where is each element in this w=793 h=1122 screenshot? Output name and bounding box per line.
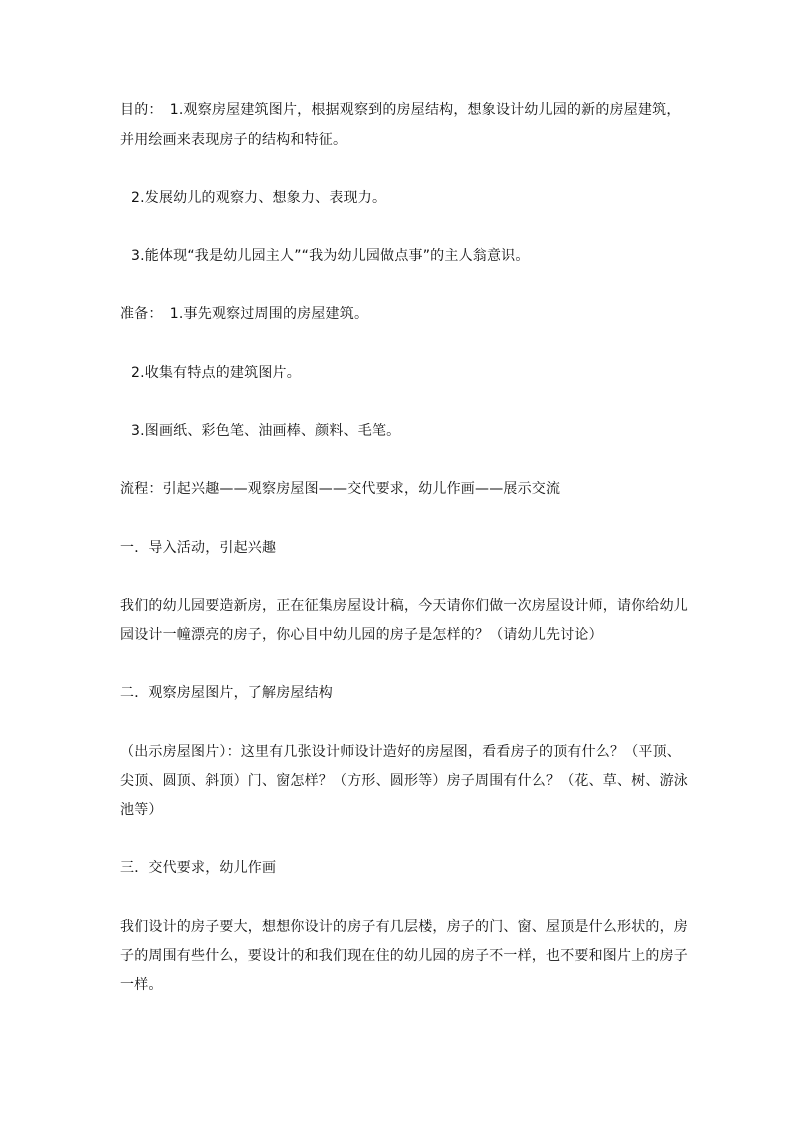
section-3-paragraph-line-2: 子的周围有些什么，要设计的和我们现在住的幼儿园的房子不一样，也不要和图片上的房子 [120, 948, 688, 964]
section-3-paragraph-line-1: 我们设计的房子要大，想想你设计的房子有几层楼，房子的门、窗、屋顶是什么形状的，房 [120, 919, 688, 935]
section-2-paragraph-line-2: 尖顶、圆顶、斜顶）门、窗怎样？（方形、圆形等）房子周围有什么？（花、草、树、游泳 [120, 773, 688, 789]
section-heading-1: 一．导入活动，引起兴趣 [120, 540, 277, 556]
goal-paragraph-line-2: 并用绘画来表现房子的结构和特征。 [120, 132, 348, 148]
section-2-paragraph-line-3: 池等） [120, 802, 163, 818]
goal-item-3: 3.能体现“我是幼儿园主人”“我为幼儿园做点事”的主人翁意识。 [131, 248, 530, 264]
preparation-item-2: 2.收集有特点的建筑图片。 [131, 365, 301, 381]
goal-item-2: 2.发展幼儿的观察力、想象力、表现力。 [131, 190, 387, 206]
preparation-item-3: 3.图画纸、彩色笔、油画棒、颜料、毛笔。 [131, 423, 401, 439]
section-3-paragraph-line-3: 一样。 [120, 977, 163, 993]
section-1-paragraph-line-1: 我们的幼儿园要造新房，正在征集房屋设计稿，今天请你们做一次房屋设计师，请你给幼儿 [120, 598, 688, 614]
process-line: 流程：引起兴趣——观察房屋图——交代要求，幼儿作画——展示交流 [120, 481, 561, 497]
preparation-item-1: 准备： 1.事先观察过周围的房屋建筑。 [120, 306, 369, 322]
section-2-paragraph-line-1: （出示房屋图片）：这里有几张设计师设计造好的房屋图，看看房子的顶有什么？（平顶、 [120, 744, 681, 760]
section-heading-2: 二．观察房屋图片，了解房屋结构 [120, 685, 333, 701]
section-1-paragraph-line-2: 园设计一幢漂亮的房子，你心目中幼儿园的房子是怎样的？（请幼儿先讨论） [120, 627, 603, 643]
section-heading-3: 三．交代要求，幼儿作画 [120, 860, 277, 876]
goal-paragraph-line-1: 目的： 1.观察房屋建筑图片，根据观察到的房屋结构，想象设计幼儿园的新的房屋建筑， [120, 102, 681, 118]
